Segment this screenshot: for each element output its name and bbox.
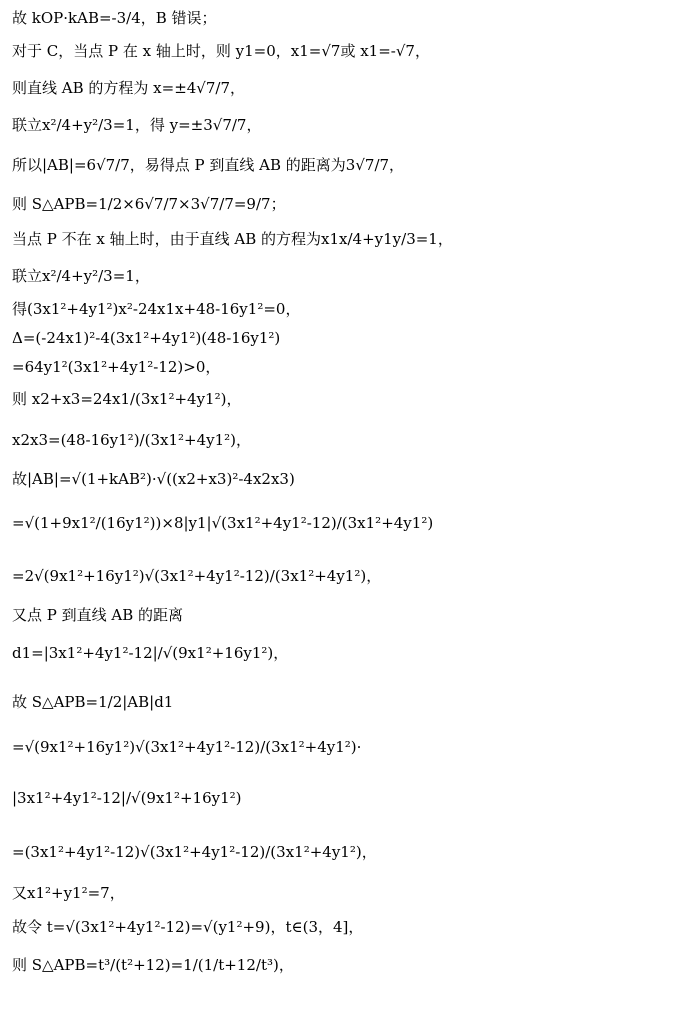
doc-line: 又点 P 到直线 AB 的距离 (12, 606, 184, 624)
doc-line: 故 kOP·kAB=-3/4，B 错误； (12, 9, 217, 27)
doc-line: Δ=(-24x1)²-4(3x1²+4y1²)(48-16y1²) (12, 329, 281, 347)
doc-line: 当点 P 不在 x 轴上时，由于直线 AB 的方程为x1x/4+y1y/3=1， (12, 230, 453, 248)
doc-line: =2√(9x1²+16y1²)√(3x1²+4y1²-12)/(3x1²+4y1²)， (12, 567, 382, 585)
doc-line: 则 S△APB=1/2×6√7/7×3√7/7=9/7； (12, 195, 286, 213)
doc-line: d1=|3x1²+4y1²-12|/√(9x1²+16y1²)， (12, 644, 289, 662)
doc-line: 联立x²/4+y²/3=1， (12, 267, 150, 285)
doc-line: 又x1²+y1²=7， (12, 884, 125, 902)
doc-line: 故 S△APB=1/2|AB|d1 (12, 693, 174, 711)
doc-line: 联立x²/4+y²/3=1，得 y=±3√7/7， (12, 116, 262, 134)
doc-line: 故令 t=√(3x1²+4y1²-12)=√(y1²+9)，t∈(3，4]， (12, 918, 364, 936)
doc-line: 则 x2+x3=24x1/(3x1²+4y1²)， (12, 390, 242, 408)
doc-line: =√(9x1²+16y1²)√(3x1²+4y1²-12)/(3x1²+4y1²)· (12, 738, 362, 756)
doc-line: =64y1²(3x1²+4y1²-12)>0， (12, 358, 221, 376)
doc-line: 得(3x1²+4y1²)x²-24x1x+48-16y1²=0， (12, 300, 301, 318)
doc-line: 则直线 AB 的方程为 x=±4√7/7， (12, 79, 245, 97)
doc-line: |3x1²+4y1²-12|/√(9x1²+16y1²) (12, 789, 242, 807)
doc-line: 对于 C，当点 P 在 x 轴上时，则 y1=0，x1=√7或 x1=-√7， (12, 42, 430, 60)
doc-line: 故|AB|=√(1+kAB²)·√((x2+x3)²-4x2x3) (12, 470, 295, 488)
doc-line: =(3x1²+4y1²-12)√(3x1²+4y1²-12)/(3x1²+4y1²)， (12, 843, 377, 861)
doc-line: x2x3=(48-16y1²)/(3x1²+4y1²)， (12, 431, 252, 449)
doc-line: =√(1+9x1²/(16y1²))×8|y1|√(3x1²+4y1²-12)/(3x1²+4y1²) (12, 514, 434, 532)
doc-line: 则 S△APB=t³/(t²+12)=1/(1/t+12/t³)， (12, 956, 294, 974)
doc-line: 所以|AB|=6√7/7，易得点 P 到直线 AB 的距离为3√7/7， (12, 156, 405, 174)
